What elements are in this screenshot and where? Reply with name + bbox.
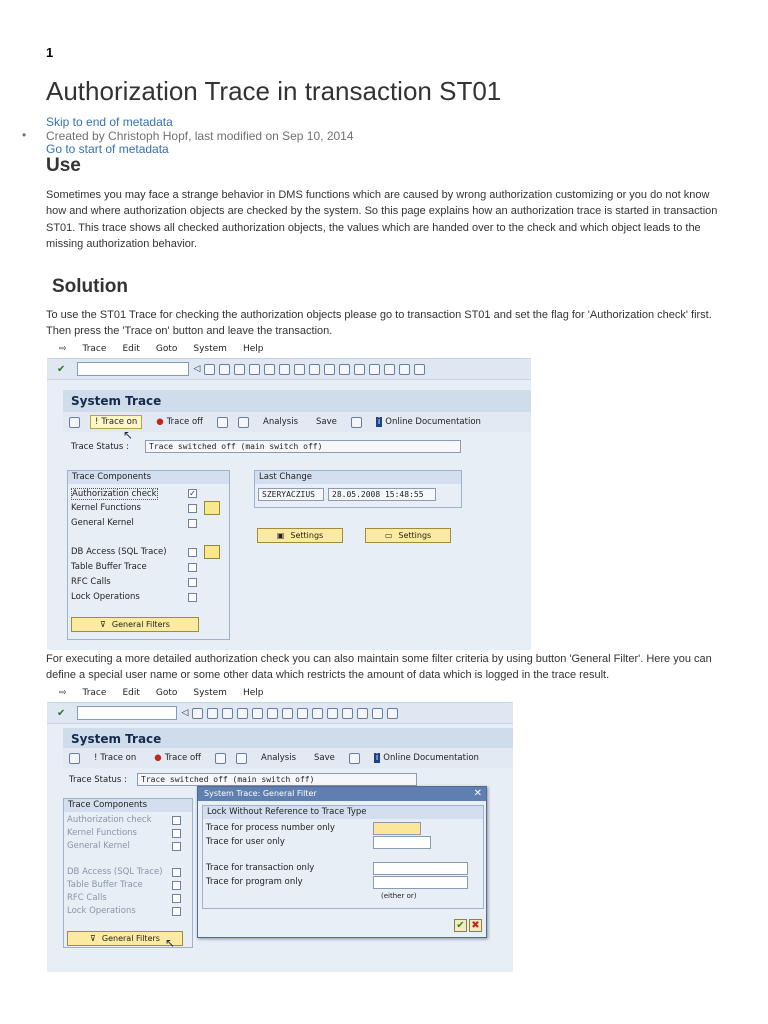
sap-menubar-2 [47, 684, 513, 702]
online-documentation-button[interactable]: i Online Documentation [377, 417, 481, 427]
print-icon-2[interactable] [252, 708, 263, 719]
menu-help[interactable]: Help [242, 344, 264, 354]
mouse-cursor-icon: ↖ [123, 428, 134, 442]
analysis-button[interactable]: Analysis [263, 417, 299, 427]
help-icon-2[interactable] [387, 708, 398, 719]
layout-icon[interactable] [414, 364, 425, 375]
kernel-functions-checkbox-2[interactable] [172, 829, 181, 838]
component-kernel-functions-2: Kernel Functions [67, 828, 137, 838]
new-session-icon-2[interactable] [357, 708, 368, 719]
db-access-checkbox-2[interactable] [172, 868, 181, 877]
authorization-check-checkbox[interactable]: ✓ [189, 489, 196, 498]
settings-button-2[interactable]: ▭ Settings [365, 528, 451, 543]
print-icon[interactable] [264, 364, 275, 375]
general-kernel-checkbox-2[interactable] [172, 842, 181, 851]
cancel-icon[interactable] [249, 364, 260, 375]
trace-on-icon-2: ! [94, 753, 98, 763]
refresh-icon-2[interactable] [69, 753, 80, 764]
save-icon[interactable] [204, 364, 215, 375]
menu-system[interactable]: System [193, 344, 227, 354]
shortcut-icon[interactable] [384, 364, 395, 375]
menu-trace-2[interactable]: Trace [82, 688, 107, 698]
transaction-only-label: Trace for transaction only [206, 863, 315, 873]
command-field-2[interactable] [77, 706, 177, 720]
trace-components-group [67, 470, 230, 640]
component-table-buffer-2: Table Buffer Trace [67, 880, 143, 890]
dialog-title: System Trace: General Filter [198, 787, 486, 801]
sap-standard-toolbar [47, 358, 531, 380]
table-buffer-checkbox-2[interactable] [172, 881, 181, 890]
settings-folder-icon: ▭ [384, 531, 393, 540]
trace-status-label: Trace Status : [71, 442, 129, 452]
general-kernel-checkbox[interactable] [188, 519, 197, 528]
trace-off-icon-2: ● [154, 753, 162, 763]
command-field[interactable] [77, 362, 189, 376]
db-settings-icon[interactable] [204, 545, 220, 559]
menu-icon[interactable]: ⇨ [59, 344, 67, 354]
either-or-note: (either or) [381, 892, 417, 900]
program-only-field[interactable] [373, 876, 468, 889]
prev-page-icon-2[interactable] [312, 708, 323, 719]
menu-goto[interactable]: Goto [155, 344, 178, 354]
component-db-access-2: DB Access (SQL Trace) [67, 867, 163, 877]
mouse-cursor-icon-2: ↖ [165, 936, 176, 950]
new-session-icon[interactable] [369, 364, 380, 375]
settings-disk-icon: ▣ [276, 531, 285, 540]
trace-on-icon: ! [95, 417, 99, 427]
skip-to-end-link[interactable]: Skip to end of metadata [46, 115, 173, 129]
last-page-icon[interactable] [354, 364, 365, 375]
kernel-settings-icon[interactable] [204, 501, 220, 515]
prev-page-icon[interactable] [324, 364, 335, 375]
online-documentation-button-2[interactable]: i Online Documentation [375, 753, 479, 763]
component-db-access: DB Access (SQL Trace) [71, 547, 167, 557]
component-authorization-check-2: Authorization check [67, 815, 152, 825]
user-only-field[interactable] [373, 836, 431, 849]
next-page-icon[interactable] [339, 364, 350, 375]
component-lock-operations: Lock Operations [71, 592, 140, 602]
first-page-icon-2[interactable] [297, 708, 308, 719]
go-to-start-link[interactable]: Go to start of metadata [46, 142, 169, 156]
exit-icon[interactable] [234, 364, 245, 375]
info-icon: i [377, 417, 381, 427]
component-rfc-calls: RFC Calls [71, 577, 111, 587]
analysis-button-2[interactable]: Analysis [261, 753, 297, 763]
trace-off-button-2[interactable]: ● Trace off [154, 753, 201, 763]
rfc-calls-checkbox[interactable] [188, 578, 197, 587]
created-by-text: Created by Christoph Hopf, last modified on Sep 10, 2014 [46, 129, 354, 143]
exit-icon-2[interactable] [222, 708, 233, 719]
program-only-label: Trace for program only [206, 877, 303, 887]
filter-icon: ⊽ [100, 620, 106, 629]
cancel-icon-2[interactable] [237, 708, 248, 719]
general-filter-dialog [197, 786, 487, 938]
last-change-group [254, 470, 462, 508]
tools-icon-2[interactable] [349, 753, 360, 764]
dialog-filter-group [202, 805, 484, 909]
trace-status-field: Trace switched off (main switch off) [145, 440, 461, 453]
sap-screenshot-filter [47, 684, 513, 972]
component-general-kernel: General Kernel [71, 518, 134, 528]
tools-icon[interactable] [351, 417, 362, 428]
find-next-icon[interactable] [294, 364, 305, 375]
use-paragraph: Sometimes you may face a strange behavior in DMS functions which are caused by wrong authorization customizing or you do not know how and where authorization objects are checked by the system. So this page explains how an authorization trace is started in transaction ST01. This trace shows all checked authorization objects, the values which are handed over to the check and which object leads to the missing authorization behavior. [46, 189, 718, 250]
sap-screen-title-2: System Trace [63, 728, 513, 750]
save-button[interactable]: Save [316, 417, 337, 427]
shortcut-icon-2[interactable] [372, 708, 383, 719]
last-change-title: Last Change [255, 471, 461, 484]
component-kernel-functions: Kernel Functions [71, 503, 141, 513]
confirm-icon[interactable]: ✔ [454, 919, 467, 932]
table-buffer-checkbox[interactable] [188, 563, 197, 572]
display-icon-2[interactable] [236, 753, 247, 764]
back-arrow-icon-2[interactable]: ◁ [181, 708, 189, 718]
sap-application-toolbar-2 [63, 748, 513, 768]
back-icon-2[interactable] [207, 708, 218, 719]
sap-screen-title: System Trace [63, 390, 531, 412]
solution-paragraph: To use the ST01 Trace for checking the authorization objects please go to transaction ST01 and set the flag for 'Authorization check' first. Then press the 'Trace on' button and leave the transaction. [46, 309, 712, 338]
sap-screenshot-trace [47, 340, 531, 650]
lock-operations-checkbox[interactable] [188, 593, 197, 602]
menu-trace[interactable]: Trace [82, 344, 107, 354]
lock-operations-checkbox-2[interactable] [172, 907, 181, 916]
menu-help-2[interactable]: Help [242, 688, 264, 698]
solution-heading: Solution [52, 276, 128, 297]
process-number-label: Trace for process number only [206, 823, 335, 833]
menu-edit[interactable]: Edit [122, 344, 140, 354]
list-icon-2[interactable] [215, 753, 226, 764]
settings-button-1[interactable]: ▣ Settings [257, 528, 343, 543]
trace-components-group-2 [63, 798, 193, 948]
trace-components-title-2: Trace Components [64, 799, 192, 812]
enter-icon[interactable]: ✔ [57, 363, 66, 375]
trace-on-button[interactable]: ! Trace on [90, 415, 142, 429]
sap-menubar [47, 340, 531, 358]
help-icon[interactable] [399, 364, 410, 375]
menu-icon-2[interactable]: ⇨ [59, 688, 67, 698]
bullet-icon: • [22, 128, 27, 142]
save-button-2[interactable]: Save [314, 753, 335, 763]
transaction-only-field[interactable] [373, 862, 468, 875]
general-filters-button[interactable]: ⊽ General Filters [71, 617, 199, 632]
filter-paragraph: For executing a more detailed authorization check you can also maintain some filter criteria by using button 'General Filter'. Here you can define a special user name or some other data which restricts the amount of data which is logged in the trace result. [46, 653, 712, 682]
filter-icon-2: ⊽ [90, 934, 96, 943]
back-icon[interactable] [219, 364, 230, 375]
last-change-user: SZERYACZIUS [258, 488, 324, 501]
enter-icon-2[interactable]: ✔ [57, 707, 66, 719]
user-only-label: Trace for user only [206, 837, 285, 847]
cancel-dialog-icon[interactable]: ✖ [469, 919, 482, 932]
authorization-check-checkbox-2[interactable] [172, 816, 181, 825]
kernel-functions-checkbox[interactable] [188, 504, 197, 513]
trace-off-button[interactable]: ● Trace off [156, 417, 203, 427]
find-next-icon-2[interactable] [282, 708, 293, 719]
sap-standard-toolbar-2 [47, 702, 513, 724]
last-page-icon-2[interactable] [342, 708, 353, 719]
trace-on-button-2[interactable]: ! Trace on [94, 753, 137, 763]
refresh-icon[interactable] [69, 417, 80, 428]
info-icon-2: i [375, 753, 379, 763]
close-icon[interactable]: ✕ [473, 788, 482, 799]
component-table-buffer: Table Buffer Trace [71, 562, 147, 572]
menu-system-2[interactable]: System [193, 688, 227, 698]
first-page-icon[interactable] [309, 364, 320, 375]
menu-goto-2[interactable]: Goto [155, 688, 178, 698]
display-icon[interactable] [238, 417, 249, 428]
rfc-calls-checkbox-2[interactable] [172, 894, 181, 903]
trace-components-title: Trace Components [68, 471, 229, 484]
general-filters-button-2[interactable]: ⊽ General Filters [67, 931, 183, 946]
component-rfc-calls-2: RFC Calls [67, 893, 107, 903]
component-lock-operations-2: Lock Operations [67, 906, 136, 916]
back-arrow-icon[interactable]: ◁ [193, 364, 201, 374]
find-icon[interactable] [279, 364, 290, 375]
save-icon-2[interactable] [192, 708, 203, 719]
component-general-kernel-2: General Kernel [67, 841, 130, 851]
process-number-field[interactable] [373, 822, 421, 835]
trace-off-icon: ● [156, 417, 164, 427]
db-access-checkbox[interactable] [188, 548, 197, 557]
dialog-section-title: Lock Without Reference to Trace Type [203, 806, 483, 819]
page-title: Authorization Trace in transaction ST01 [46, 76, 502, 106]
last-change-date: 28.05.2008 15:48:55 [328, 488, 436, 501]
use-heading: Use [46, 155, 81, 176]
next-page-icon-2[interactable] [327, 708, 338, 719]
page-number: 1 [46, 45, 54, 60]
trace-status-field-2: Trace switched off (main switch off) [137, 773, 417, 786]
component-authorization-check: Authorization check [72, 489, 157, 499]
menu-edit-2[interactable]: Edit [122, 688, 140, 698]
trace-status-label-2: Trace Status : [69, 775, 127, 785]
find-icon-2[interactable] [267, 708, 278, 719]
list-icon[interactable] [217, 417, 228, 428]
sap-application-toolbar [63, 412, 531, 432]
